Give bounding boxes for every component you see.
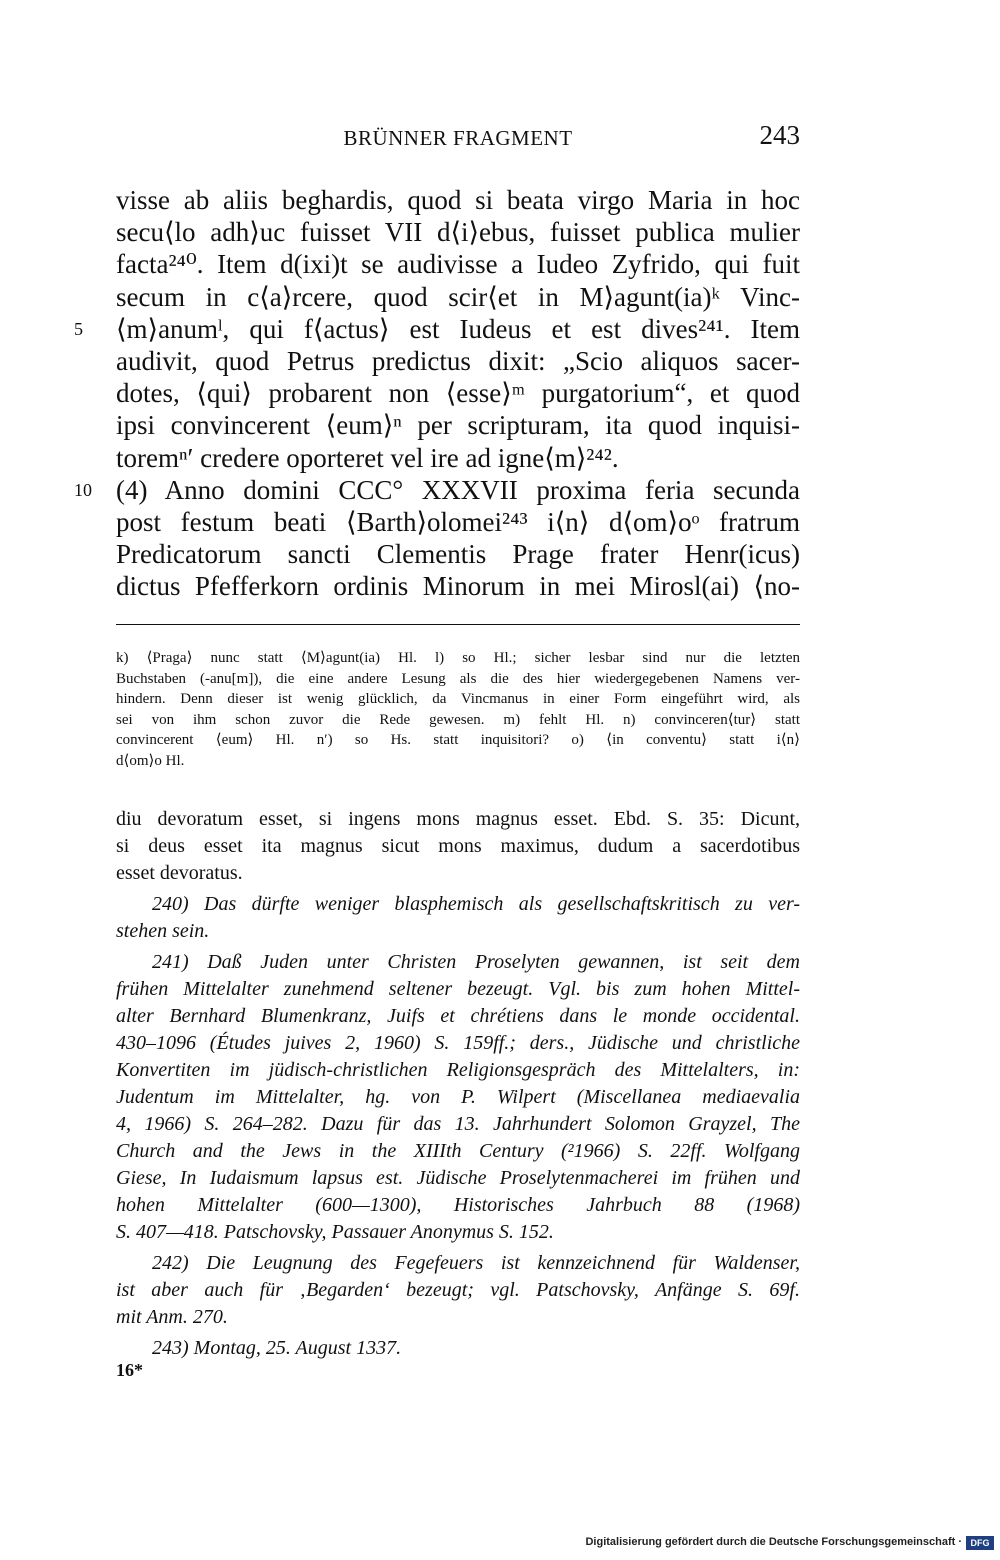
text-line: facta²⁴⁰. Item d(ixi)t se audivisse a Iudeo Zyfrido, qui fuit bbox=[116, 249, 800, 280]
main-text bbox=[74, 184, 800, 602]
footnotes bbox=[116, 806, 800, 1362]
apparatus-line: sei von ihm schon zuvor die Rede gewesen. m) fehlt Hl. n) convinceren⟨tur⟩ statt bbox=[116, 711, 800, 728]
apparatus-line: hindern. Denn dieser ist wenig glücklich, da Vincmanus in einer Form eingeführt wird, als bbox=[116, 691, 800, 707]
signature-mark: 16* bbox=[116, 1360, 143, 1380]
text-line: post festum beati ⟨Barth⟩olomei²⁴³ i⟨n⟩ d⟨om⟩oᵒ fratrum bbox=[116, 506, 800, 537]
footnote-240: 240) Das dürfte weniger blasphemisch als gesellschaftskritisch zu ver- bbox=[152, 893, 800, 915]
text-line: audivit, quod Petrus predictus dixit: „Scio aliquos sacer- bbox=[116, 345, 800, 376]
page-number: 243 bbox=[759, 120, 800, 150]
text-line: dictus Pfefferkorn ordinis Minorum in mei Mirosl(ai) ⟨no- bbox=[116, 571, 800, 602]
text-line: visse ab aliis beghardis, quod si beata virgo Maria in hoc bbox=[116, 185, 800, 215]
text-line: secum in c⟨a⟩rcere, quod scir⟨et in M⟩agunt(ia)ᵏ Vinc- bbox=[116, 281, 800, 312]
footnote-241: 241) Daß Juden unter Christen Proselyten gewannen, ist seit dem bbox=[152, 951, 800, 973]
note-continuation-line: si deus esset ita magnus sicut mons maximus, dudum a sacerdotibus bbox=[116, 835, 800, 857]
footnote-242-line: mit Anm. 270. bbox=[116, 1306, 228, 1328]
footnote-242: 242) Die Leugnung des Fegefeuers ist kennzeichnend für Waldenser, bbox=[152, 1252, 800, 1274]
footnote-240-line: stehen sein. bbox=[116, 920, 210, 942]
text-line: ipsi convincerent ⟨eum⟩ⁿ per scripturam, ita quod inquisi- bbox=[116, 410, 800, 441]
note-continuation-line: diu devoratum esset, si ingens mons magnus esset. Ebd. S. 35: Dicunt, bbox=[116, 808, 800, 830]
page-header bbox=[116, 120, 800, 156]
apparatus-line: d⟨om⟩o Hl. bbox=[116, 752, 185, 769]
text-line: secu⟨lo adh⟩uc fuisset VII d⟨i⟩ebus, fuisset publica mulier bbox=[116, 217, 800, 248]
footnote-241-line: alter Bernhard Blumenkranz, Juifs et chrétiens dans le monde occidental. bbox=[116, 1005, 800, 1027]
digitization-credit: Digitalisierung gefördert durch die Deutsche Forschungsgemeinschaft · bbox=[585, 1536, 962, 1548]
apparatus-line: Buchstaben (-anu[m]), die eine andere Lesung als die des hier wiedergegebenen Namens ver- bbox=[116, 670, 800, 687]
text-line: dotes, ⟨qui⟩ probarent non ⟨esse⟩ᵐ purgatorium“, et quod bbox=[116, 378, 800, 409]
line-number: 10 bbox=[74, 479, 92, 500]
text-line-5 bbox=[74, 313, 800, 345]
footnote-241-line: 4, 1966) S. 264–282. Dazu für das 13. Jahrhundert Solomon Grayzel, The bbox=[116, 1113, 800, 1135]
footnote-241-line: Giese, In Iudaismum lapsus est. Jüdische Proselytenmacherei im frühen und bbox=[116, 1167, 800, 1189]
footnote-241-line: 430–1096 (Études juives 2, 1960) S. 159ff.; ders., Jüdische und christliche bbox=[116, 1032, 800, 1054]
footnote-243: 243) Montag, 25. August 1337. bbox=[152, 1337, 402, 1359]
footnote-241-line: Church and the Jews in the XIIIth Century (²1966) S. 22ff. Wolfgang bbox=[116, 1140, 800, 1162]
footnote-241-line: hohen Mittelalter (600—1300), Historisches Jahrbuch 88 (1968) bbox=[116, 1194, 800, 1216]
footnote-241-line: Judentum im Mittelalter, hg. von P. Wilpert (Miscellanea mediaevalia bbox=[116, 1086, 800, 1108]
critical-apparatus bbox=[116, 648, 800, 771]
dfg-logo-icon: DFG bbox=[966, 1536, 994, 1550]
apparatus-divider bbox=[116, 624, 800, 625]
apparatus-line: k) ⟨Praga⟩ nunc statt ⟨M⟩agunt(ia) Hl. l) so Hl.; sicher lesbar sind nur die letzten bbox=[116, 650, 800, 666]
text-line-content: (4) Anno domini CCC° XXXVII proxima feria secunda bbox=[116, 474, 800, 505]
footnote-241-line: S. 407—418. Patschovsky, Passauer Anonymus S. 152. bbox=[116, 1221, 554, 1243]
note-continuation-line: esset devoratus. bbox=[116, 862, 243, 884]
footnote-241-line: Konvertiten im jüdisch-christlichen Religionsgespräch des Mittelalters, in: bbox=[116, 1059, 800, 1081]
apparatus-line: convincerent ⟨eum⟩ Hl. n′) so Hs. statt inquisitori? o) ⟨in conventu⟩ statt i⟨n⟩ bbox=[116, 732, 800, 748]
footnote-242-line: ist aber auch für ‚Begarden‘ bezeugt; vgl. Patschovsky, Anfänge S. 69f. bbox=[116, 1279, 800, 1301]
text-line: Predicatorum sancti Clementis Prage frater Henr(icus) bbox=[116, 539, 800, 570]
text-line-content: ⟨m⟩anumˡ, qui f⟨actus⟩ est Iudeus et est dives²⁴¹. Item bbox=[116, 313, 800, 344]
running-title: BRÜNNER FRAGMENT bbox=[343, 126, 573, 150]
text-line-10 bbox=[74, 474, 800, 506]
footnote-241-line: frühen Mittelalter zunehmend seltener bezeugt. Vgl. bis zum hohen Mittel- bbox=[116, 978, 800, 1000]
text-line: toremⁿ′ credere oporteret vel ire ad igne⟨m⟩²⁴². bbox=[116, 442, 619, 473]
line-number: 5 bbox=[74, 318, 83, 339]
